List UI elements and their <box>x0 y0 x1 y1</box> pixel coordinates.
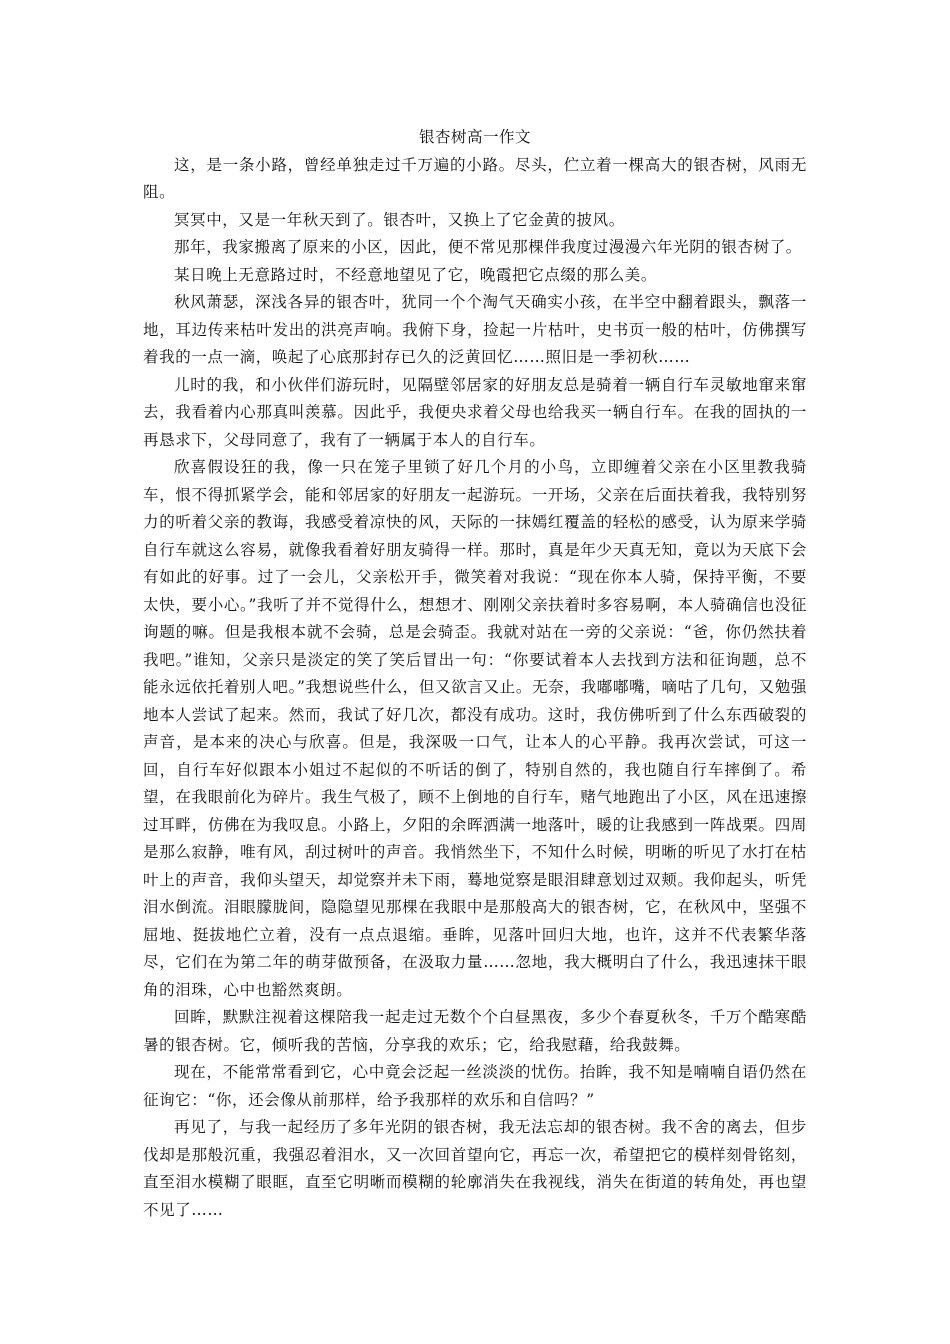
paragraph-10: 再见了，与我一起经历了多年光阴的银杏树，我无法忘却的银杏树。我不舍的离去，但步伐却是那般沉重，我强忍着泪水，又一次回首望向它，再忘一次，希望把它的模样刻骨铭刻，直至泪水模糊了眼眶，直至它明晰而模糊的轮廓消失在我视线，消失在街道的转角处，再也望不见了…… <box>143 1118 807 1219</box>
paragraph-1: 这，是一条小路，曾经单独走过千万遍的小路。尽头，伫立着一棵高大的银杏树，风雨无阻。 <box>143 155 807 201</box>
paragraph-7: 欣喜假设狂的我，像一只在笼子里锁了好几个月的小鸟，立即缠着父亲在小区里教我骑车，恨不得抓紧学会，能和邻居家的好朋友一起游玩。一开场，父亲在后面扶着我，我特别努力的听着父亲的教诲，我感受着凉快的风，天际的一抹嫣红覆盖的轻松的感受，认为原来学骑自行车就这么容易，就像我看着好朋友骑得一样。那时，真是年少天真无知，竟以为天底下会有如此的好事。过了一会儿，父亲松开手，微笑着对我说：“现在你本人骑，保持平衡，不要太快，要小心。”我听了并不觉得什么，想想才、刚刚父亲扶着时多容易啊，本人骑确信也没征询题的嘛。但是我根本就不会骑，总是会骑歪。我就对站在一旁的父亲说：“爸，你仍然扶着我吧。”谁知，父亲只是淡定的笑了笑后冒出一句：“你要试着本人去找到方法和征询题，总不能永远依托着别人吧。”我想说些什么，但又欲言又止。无奈，我嘟嘟嘴，嘀咕了几句，又勉强地本人尝试了起来。然而，我试了好几次，都没有成功。这时，我仿佛听到了什么东西破裂的声音，是本来的决心与欣喜。但是，我深吸一口气，让本人的心平静。我再次尝试，可这一回，自行车好似跟本小姐过不起似的不听话的倒了，特别自然的，我也随自行车摔倒了。希望，在我眼前化为碎片。我生气极了，顾不上倒地的自行车，赌气地跑出了小区，风在迅速擦过耳畔，仿佛在为我叹息。小路上，夕阳的余晖洒满一地落叶，暖的让我感到一阵战栗。四周是那么寂静，唯有风，刮过树叶的声音。我悄然坐下，不知什么时候，明晰的听见了水打在枯叶上的声音，我仰头望天，却觉察并未下雨，蓦地觉察是眼泪肆意划过双颊。我仰起头，听凭泪水倒流。泪眼朦胧间，隐隐望见那棵在我眼中是那般高大的银杏树，它，在秋风中，坚强不屈地、挺拔地伫立着，没有一点点退缩。垂眸，见落叶回归大地，也许，这并不代表繁华落尽，它们在为第二年的萌芽做预备，在汲取力量……忽地，我大概明白了什么，我迅速抹干眼角的泪珠，心中也豁然爽朗。 <box>143 458 807 999</box>
document-body <box>143 124 807 1224</box>
paragraph-4: 某日晚上无意路过时，不经意地望见了它，晚霞把它点缀的那么美。 <box>174 265 658 284</box>
document-title: 银杏树高一作文 <box>418 128 531 146</box>
paragraph-5: 秋风萧瑟，深浅各异的银杏叶，犹同一个个淘气天确实小孩，在半空中翻着跟头，飘落一地，耳边传来枯叶发出的洪亮声响。我俯下身，捡起一片枯叶，史书页一般的枯叶，仿佛撰写着我的一点一滴，唤起了心底那封存已久的泛黄回忆……照旧是一季初秋…… <box>143 293 807 366</box>
paragraph-6: 儿时的我，和小伙伴们游玩时，见隔壁邻居家的好朋友总是骑着一辆自行车灵敏地窜来窜去，我看着内心那真叫羡慕。因此乎，我便央求着父母也给我买一辆自行车。在我的固执的一再恳求下，父母同意了，我有了一辆属于本人的自行车。 <box>143 375 807 449</box>
paragraph-2: 冥冥中，又是一年秋天到了。银杏叶，又换上了它金黄的披风。 <box>174 210 625 229</box>
paragraph-9: 现在，不能常常看到它，心中竟会泛起一丝淡淡的忧伤。抬眸，我不知是喃喃自语仍然在征询它：“你，还会像从前那样，给予我那样的欢乐和自信吗？” <box>143 1063 807 1109</box>
paragraph-8: 回眸，默默注视着这棵陪我一起走过无数个个白昼黑夜，多少个春夏秋冬，千万个酷寒酷暑的银杏树。它，倾听我的苦恼，分享我的欢乐；它，给我慰藉，给我鼓舞。 <box>143 1008 807 1054</box>
paragraph-3: 那年，我家搬离了原来的小区，因此，便不常见那棵伴我度过漫漫六年光阴的银杏树了。 <box>174 238 802 256</box>
